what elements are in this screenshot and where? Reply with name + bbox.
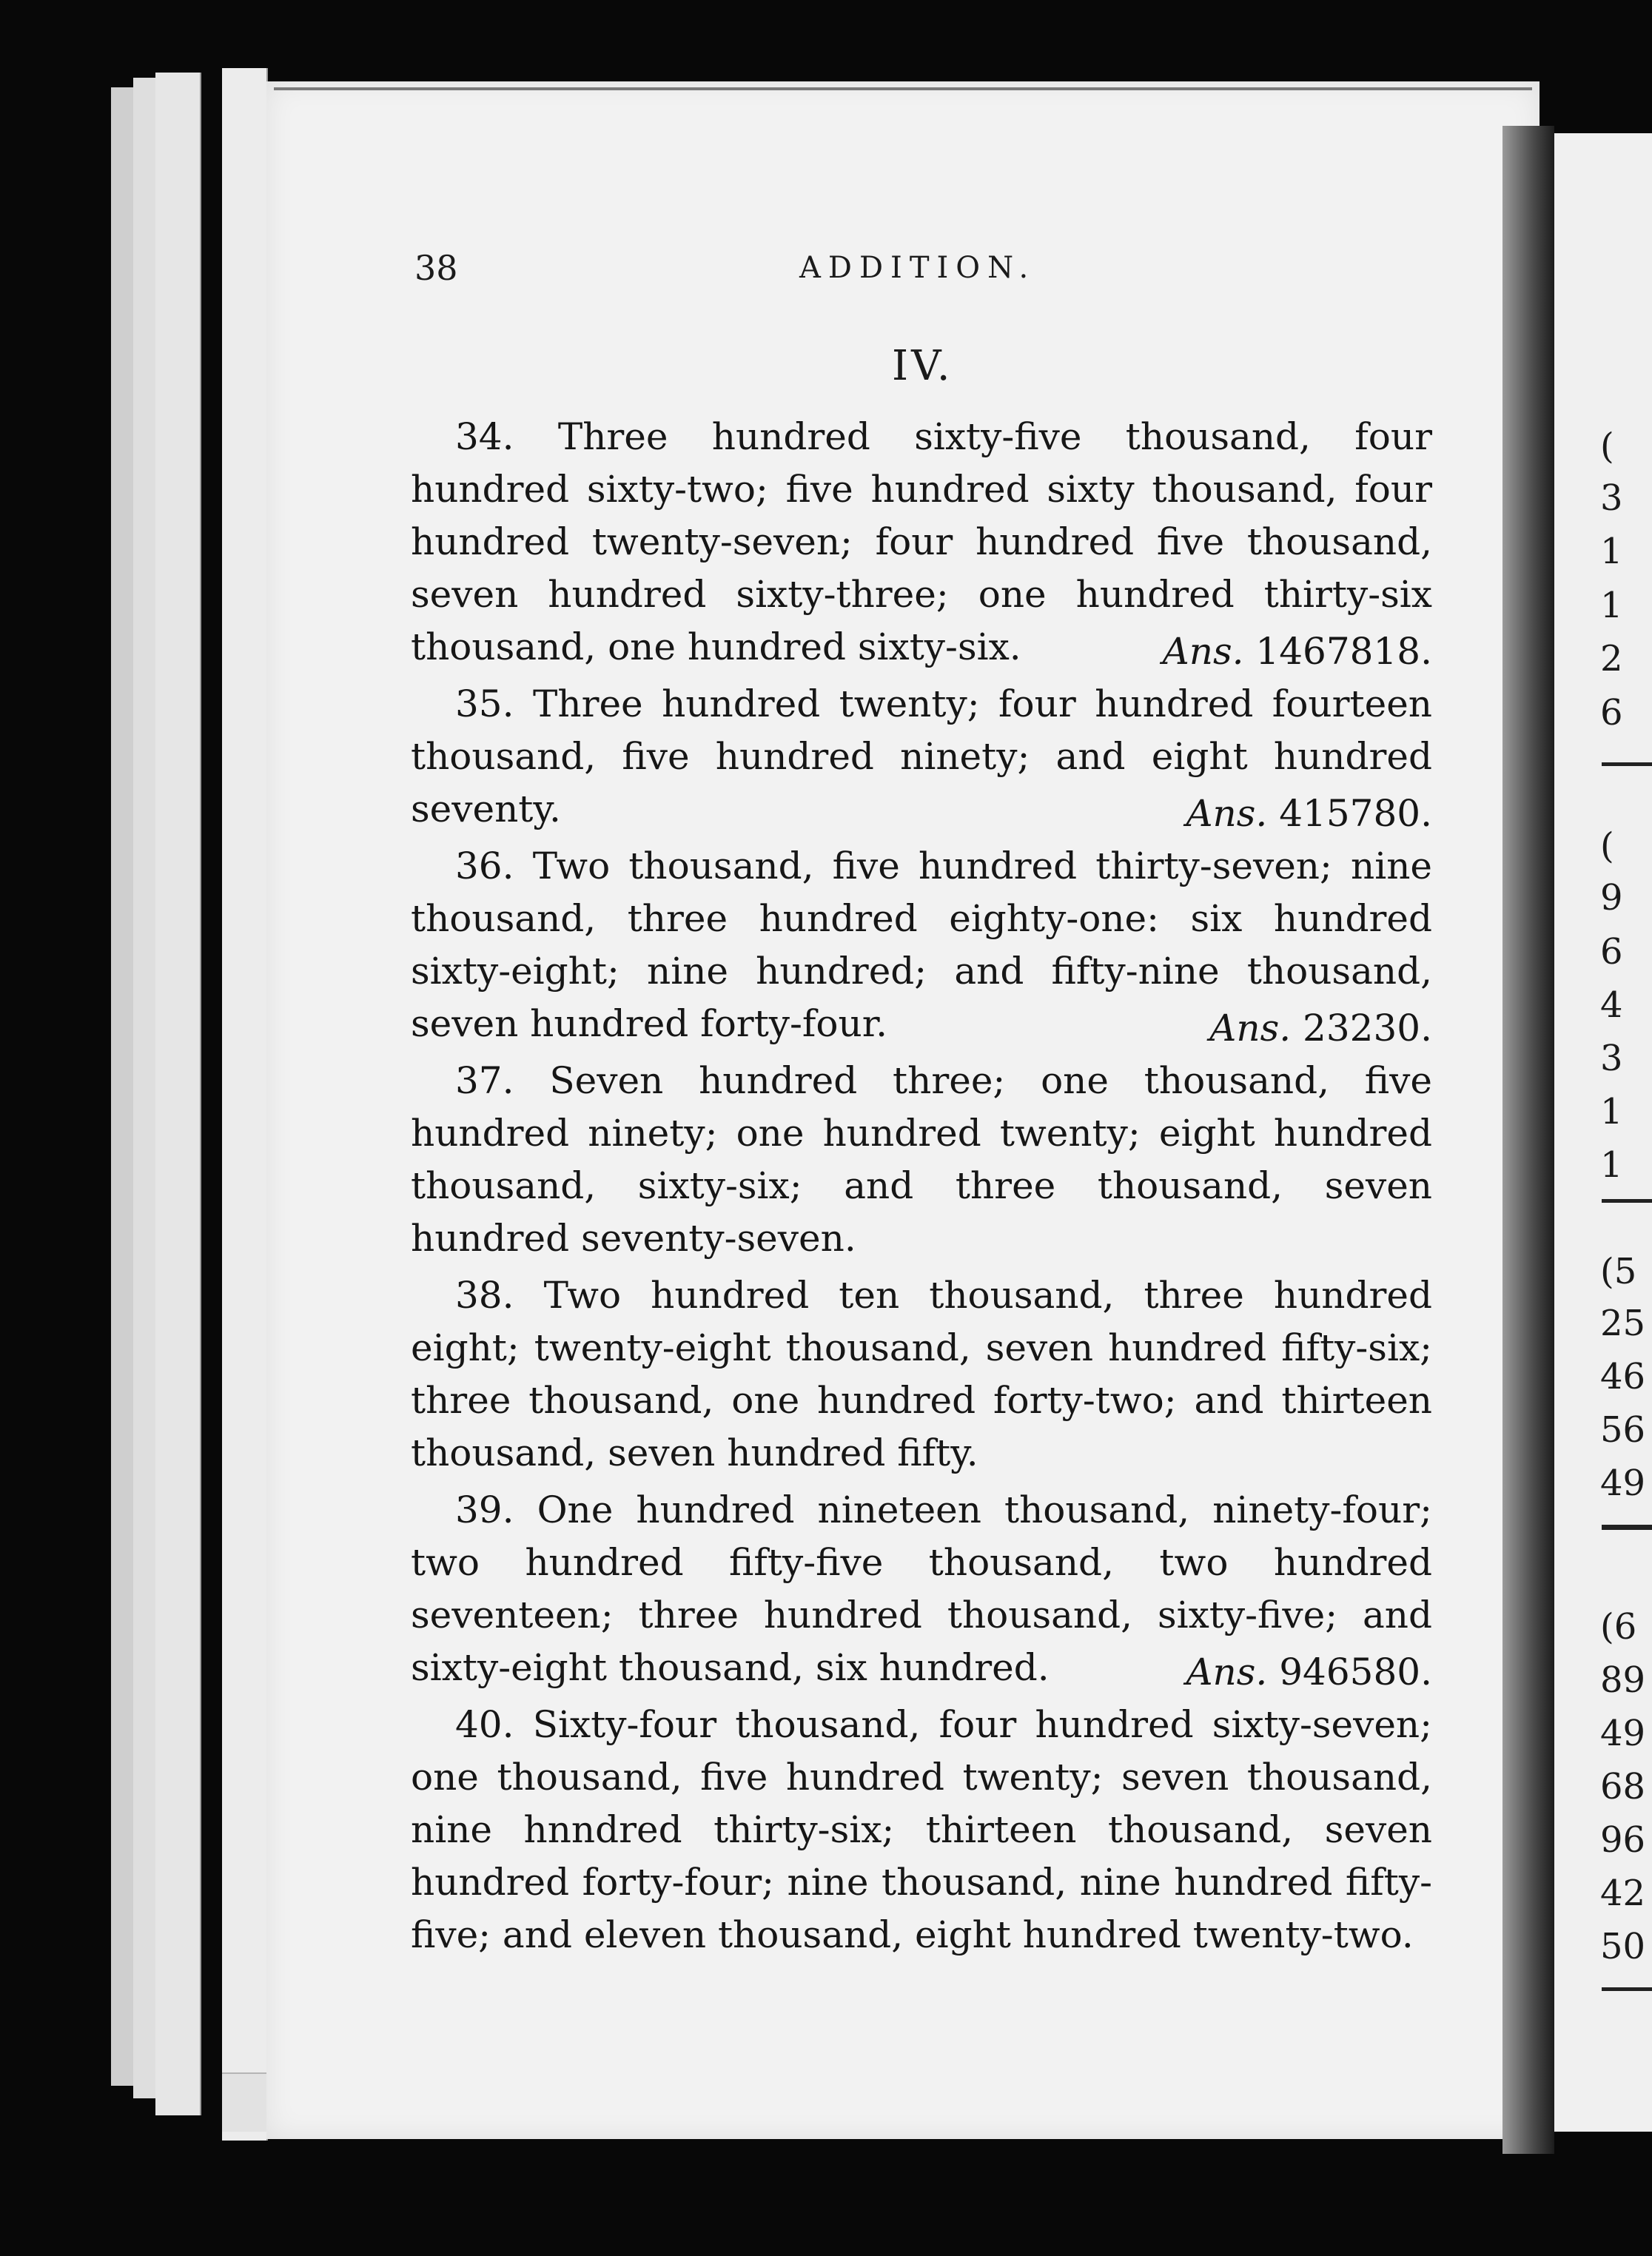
- problem-number: 39.: [455, 1488, 514, 1531]
- answer-label: Ans.: [1186, 1651, 1268, 1693]
- problem-text: Three hundred twenty; four hundred fourteen thousand, five hundred ninety; and eight hundred seventy.: [411, 682, 1432, 830]
- fragment-text: 46: [1600, 1356, 1646, 1397]
- problem-number: 35.: [455, 682, 514, 725]
- problem-number: 38.: [455, 1274, 514, 1317]
- fragment-text: 3: [1600, 1038, 1623, 1079]
- page-edge: [222, 68, 268, 2141]
- fragment-text: 1: [1600, 531, 1623, 572]
- sum-rule: [1602, 1525, 1652, 1530]
- fragment-text: (6: [1600, 1606, 1637, 1648]
- fragment-text: 9: [1600, 877, 1623, 919]
- fragment-text: 68: [1600, 1766, 1646, 1807]
- fragment-text: (5: [1600, 1251, 1637, 1292]
- problem-text: Three hundred sixty-five thousand, four hundred sixty-two; five hundred sixty thousand, four hundred twenty-seven; four hundred five thousand, seven hundred sixty-three; one hundred thirty-six thousand, one hundred sixty-six.: [411, 415, 1432, 668]
- fragment-text: 96: [1600, 1819, 1646, 1861]
- problem-item: [411, 1055, 1432, 1265]
- problem-item: [411, 840, 1432, 1050]
- problem-number: 40.: [455, 1703, 514, 1746]
- fragment-text: 49: [1600, 1713, 1646, 1754]
- fragment-text: 4: [1600, 984, 1623, 1026]
- fragment-text: 56: [1600, 1409, 1646, 1451]
- problem-item: [411, 678, 1432, 836]
- fragment-text: 49: [1600, 1463, 1646, 1504]
- fragment-text: 42: [1600, 1873, 1646, 1914]
- page-number: 38: [414, 248, 458, 288]
- problem-number: 34.: [455, 415, 514, 458]
- problem-item: [411, 1269, 1432, 1480]
- answer-value: 946580.: [1279, 1651, 1432, 1693]
- section-heading: IV.: [892, 342, 953, 390]
- fragment-text: 6: [1600, 931, 1623, 973]
- problem-text: Seven hundred three; one thousand, five hundred ninety; one hundred twenty; eight hundred thousand, sixty-six; and three thousand, seven hundred seventy-seven.: [411, 1059, 1432, 1260]
- page-top-edge: [274, 87, 1532, 90]
- answer-label: Ans.: [1209, 1007, 1292, 1050]
- answer-label: Ans.: [1186, 792, 1268, 835]
- fragment-text: 3: [1600, 477, 1623, 519]
- answer-value: 415780.: [1279, 792, 1432, 835]
- sum-rule: [1602, 762, 1652, 766]
- problem-list: [411, 411, 1432, 1966]
- answer-value: 23230.: [1303, 1007, 1432, 1050]
- adjacent-page-fragment: [1554, 133, 1652, 2132]
- answer-label: Ans.: [1162, 630, 1244, 673]
- fragment-text: 89: [1600, 1659, 1646, 1701]
- fragment-text: 6: [1600, 692, 1623, 733]
- answer-value: 1467818.: [1255, 630, 1432, 673]
- fragment-text: 1: [1600, 1144, 1623, 1186]
- running-title: ADDITION.: [799, 251, 1036, 285]
- fragment-text: (: [1600, 825, 1614, 867]
- problem-item: [411, 411, 1432, 674]
- fragment-text: 50: [1600, 1926, 1646, 1967]
- sum-rule: [1602, 1199, 1652, 1203]
- gutter-shadow: [1502, 126, 1554, 2154]
- problem-text: Two hundred ten thousand, three hundred eight; twenty-eight thousand, seven hundred fifty-six; three thousand, one hundred forty-two; and thirteen thousand, seven hundred fifty.: [411, 1274, 1432, 1474]
- sum-rule: [1602, 1987, 1652, 1991]
- fragment-text: 1: [1600, 585, 1623, 626]
- problem-item: [411, 1699, 1432, 1961]
- fragment-text: 25: [1600, 1303, 1646, 1344]
- problem-number: 36.: [455, 845, 514, 887]
- problem-text: One hundred nineteen thousand, ninety-four; two hundred fifty-five thousand, two hundred seventeen; three hundred thousand, sixty-five; and sixty-eight thousand, six hundred.: [411, 1488, 1432, 1689]
- problem-number: 37.: [455, 1059, 514, 1102]
- running-head: [414, 248, 1436, 300]
- fragment-text: 2: [1600, 638, 1623, 679]
- problem-text: Sixty-four thousand, four hundred sixty-seven; one thousand, five hundred twenty; seven thousand, nine hnndred thirty-six; thirteen thousand, seven hundred forty-four; nine thousand, nine hundred fifty-five; and eleven thousand, eight hundred twenty-two.: [411, 1703, 1432, 1956]
- fragment-text: (: [1600, 426, 1614, 467]
- problem-item: [411, 1484, 1432, 1694]
- problem-text: Two thousand, five hundred thirty-seven; nine thousand, three hundred eighty-one: six hundred sixty-eight; nine hundred; and fifty-nine thousand, seven hundred forty-four.: [411, 845, 1432, 1045]
- page-edge: [155, 73, 201, 2115]
- fragment-text: 1: [1600, 1091, 1623, 1132]
